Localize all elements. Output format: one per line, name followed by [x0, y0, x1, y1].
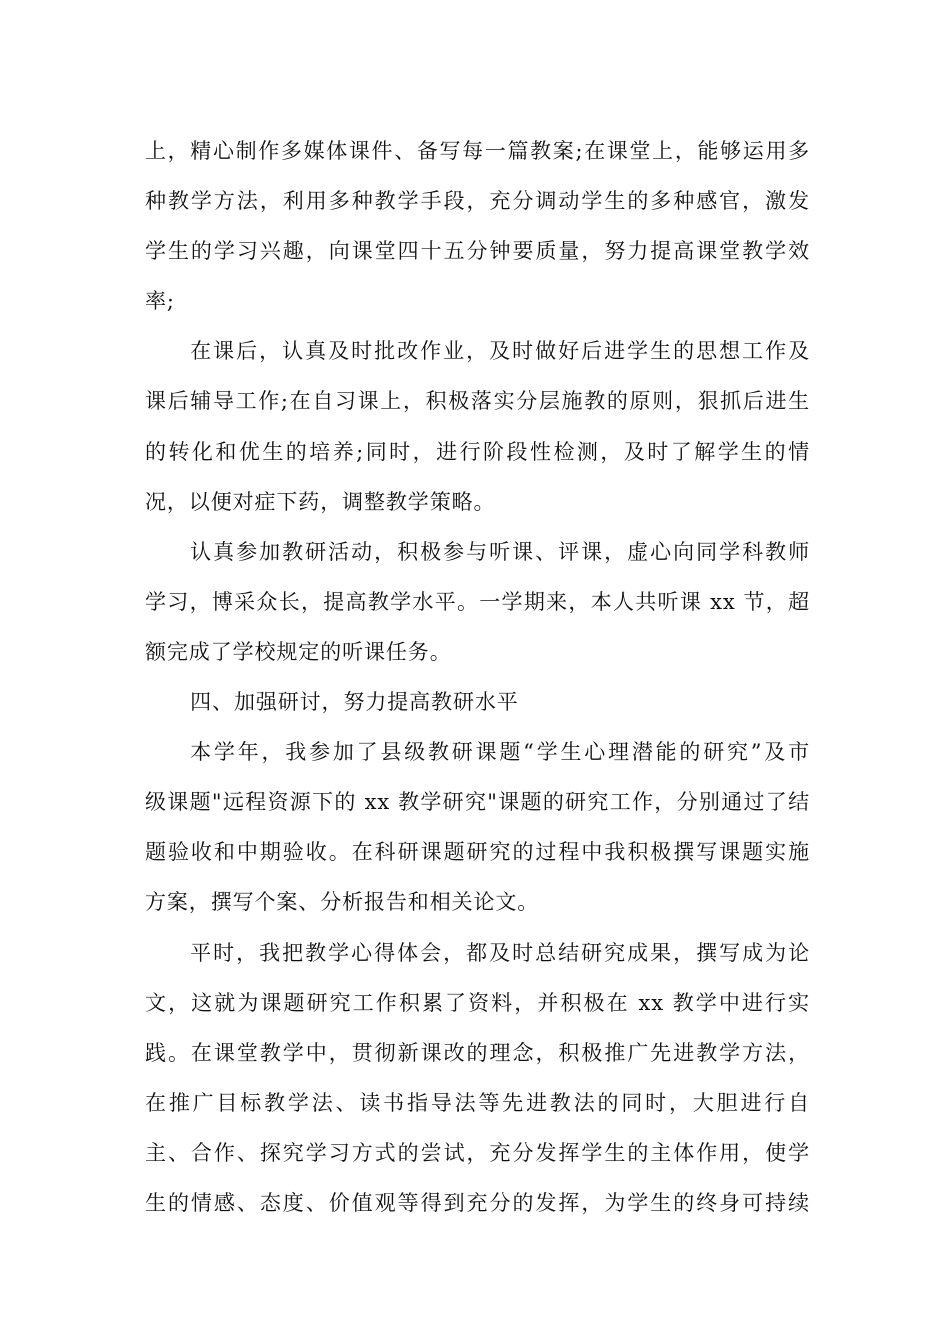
paragraph-5	[145, 928, 810, 1229]
text-line: 的转化和优生的培养;同时，进行阶段性检测，及时了解学生的情	[145, 439, 810, 464]
text-line: 认真参加教研活动，积极参与听课、评课，虚心向同学科教师	[190, 539, 810, 564]
text-line: 额完成了学校规定的听课任务。	[145, 639, 452, 664]
text-line: 题验收和中期验收。在科研课题研究的过程中我积极撰写课题实施	[145, 840, 810, 865]
text-line: 主、合作、探究学习方式的尝试，充分发挥学生的主体作用，使学	[145, 1140, 810, 1165]
text-line: 践。在课堂教学中，贯彻新课改的理念，积极推广先进教学方法，	[145, 1040, 810, 1065]
document-body	[145, 126, 810, 1228]
paragraph-1	[145, 126, 810, 326]
text-line: 方案，撰写个案、分析报告和相关论文。	[145, 890, 540, 915]
paragraph-4	[145, 727, 810, 927]
paragraph-3	[145, 527, 810, 677]
section-heading	[145, 677, 810, 727]
text-line: 上，精心制作多媒体课件、备写每一篇教案;在课堂上，能够运用多	[145, 139, 810, 163]
text-line: 率;	[145, 289, 175, 314]
text-line: 在课后，认真及时批改作业，及时做好后进学生的思想工作及	[190, 339, 810, 364]
text-line: 学习，博采众长，提高教学水平。一学期来，本人共听课 xx 节，超	[145, 589, 810, 614]
text-line: 级课题"远程资源下的 xx 教学研究"课题的研究工作，分别通过了结	[145, 790, 810, 815]
text-line: 在推广目标教学法、读书指导法等先进教法的同时，大胆进行自	[145, 1090, 810, 1115]
text-line: 况，以便对症下药，调整教学策略。	[145, 489, 496, 514]
text-line: 种教学方法，利用多种教学手段，充分调动学生的多种感官，激发	[145, 189, 810, 214]
heading-line: 四、加强研讨，努力提高教研水平	[190, 690, 519, 715]
text-line: 生的情感、态度、价值观等得到充分的发挥，为学生的终身可持续	[145, 1190, 810, 1215]
text-line: 文，这就为课题研究工作积累了资料，并积极在 xx 教学中进行实	[145, 990, 810, 1015]
text-line: 课后辅导工作;在自习课上，积极落实分层施教的原则，狠抓后进生	[145, 389, 810, 414]
paragraph-2	[145, 326, 810, 526]
text-line: 平时，我把教学心得体会，都及时总结研究成果，撰写成为论	[190, 940, 810, 965]
text-line: 本学年，我参加了县级教研课题“学生心理潜能的研究”及市	[190, 740, 810, 765]
text-line: 学生的学习兴趣，向课堂四十五分钟要质量，努力提高课堂教学效	[145, 239, 810, 264]
